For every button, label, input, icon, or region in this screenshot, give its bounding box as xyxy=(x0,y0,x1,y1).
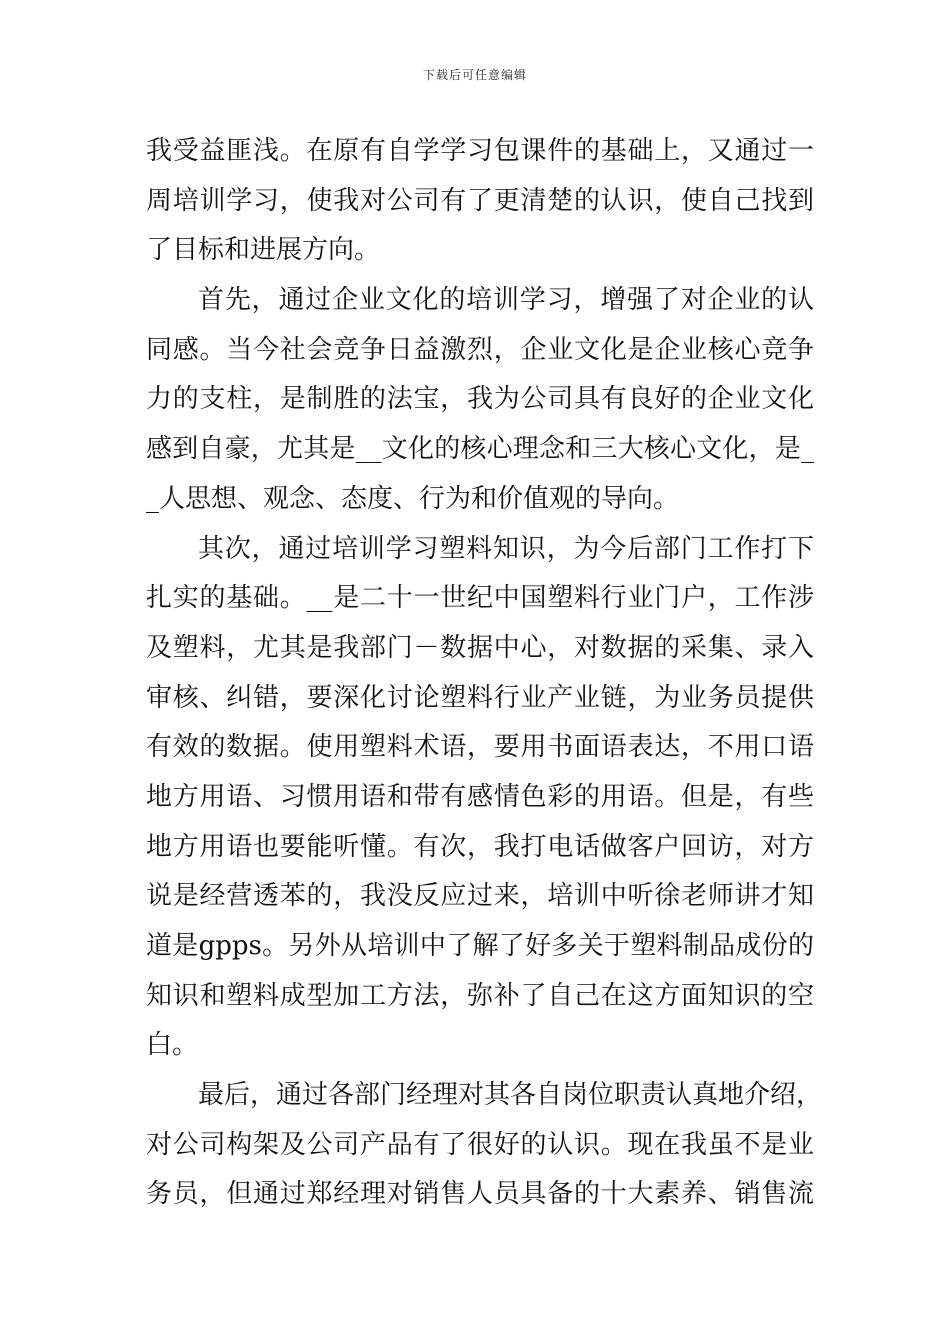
paragraph-4 xyxy=(146,1071,823,1220)
text-line: 力的支柱，是制胜的法宝，我为公司具有良好的企业文化 xyxy=(146,384,814,415)
text-line: 了目标和进展方向。 xyxy=(146,235,381,266)
text-line: 我受益匪浅。在原有自学学习包课件的基础上，又通过一 xyxy=(146,136,814,166)
text-line: 首先，通过企业文化的培训学习，增强了对企业的认 xyxy=(198,285,814,316)
text-line: 最后，通过各部门经理对其各自岗位职责认真地介绍， xyxy=(198,1080,823,1111)
paragraph-1 xyxy=(146,127,814,276)
text-line: 其次，通过培训学习塑料知识，为今后部门工作打下 xyxy=(198,533,814,564)
text-line: _人思想、观念、态度、行为和价值观的导向。 xyxy=(146,483,680,514)
page-header: 下载后可任意编辑 xyxy=(422,68,527,82)
text-line: 审核、纠错，要深化讨论塑料行业产业链，为业务员提供 xyxy=(146,682,814,713)
text-line: 白。 xyxy=(146,1030,199,1061)
text-line: 同感。当今社会竞争日益激烈，企业文化是企业核心竞争 xyxy=(146,334,814,365)
text-line: 知识和塑料成型加工方法，弥补了自己在这方面知识的空 xyxy=(146,980,814,1011)
text-line: 务员，但通过郑经理对销售人员具备的十大素养、销售流 xyxy=(146,1179,814,1210)
text-line: 地方用语也要能听懂。有次，我打电话做客户回访，对方 xyxy=(146,831,814,862)
paragraph-3 xyxy=(146,525,814,1072)
text-line: 感到自豪，尤其是__文化的核心理念和三大核心文化，是_ xyxy=(146,434,814,465)
text-line: 地方用语、习惯用语和带有感情色彩的用语。但是，有些 xyxy=(146,781,814,812)
text-line: 及塑料，尤其是我部门－数据中心，对数据的采集、录入 xyxy=(146,632,814,663)
text-line: 有效的数据。使用塑料术语，要用书面语表达，不用口语 xyxy=(146,732,814,763)
text-line: 道是gpps。另外从培训中了解了好多关于塑料制品成份的 xyxy=(146,931,814,961)
text-line: 周培训学习，使我对公司有了更清楚的认识，使自己找到 xyxy=(146,185,814,216)
document-body xyxy=(146,127,823,1220)
text-line: 扎实的基础。__是二十一世纪中国塑料行业门户，工作涉 xyxy=(146,583,814,614)
paragraph-2 xyxy=(146,276,814,524)
text-line: 对公司构架及公司产品有了很好的认识。现在我虽不是业 xyxy=(146,1129,814,1160)
text-line: 说是经营透苯的，我没反应过来，培训中听徐老师讲才知 xyxy=(146,881,814,912)
